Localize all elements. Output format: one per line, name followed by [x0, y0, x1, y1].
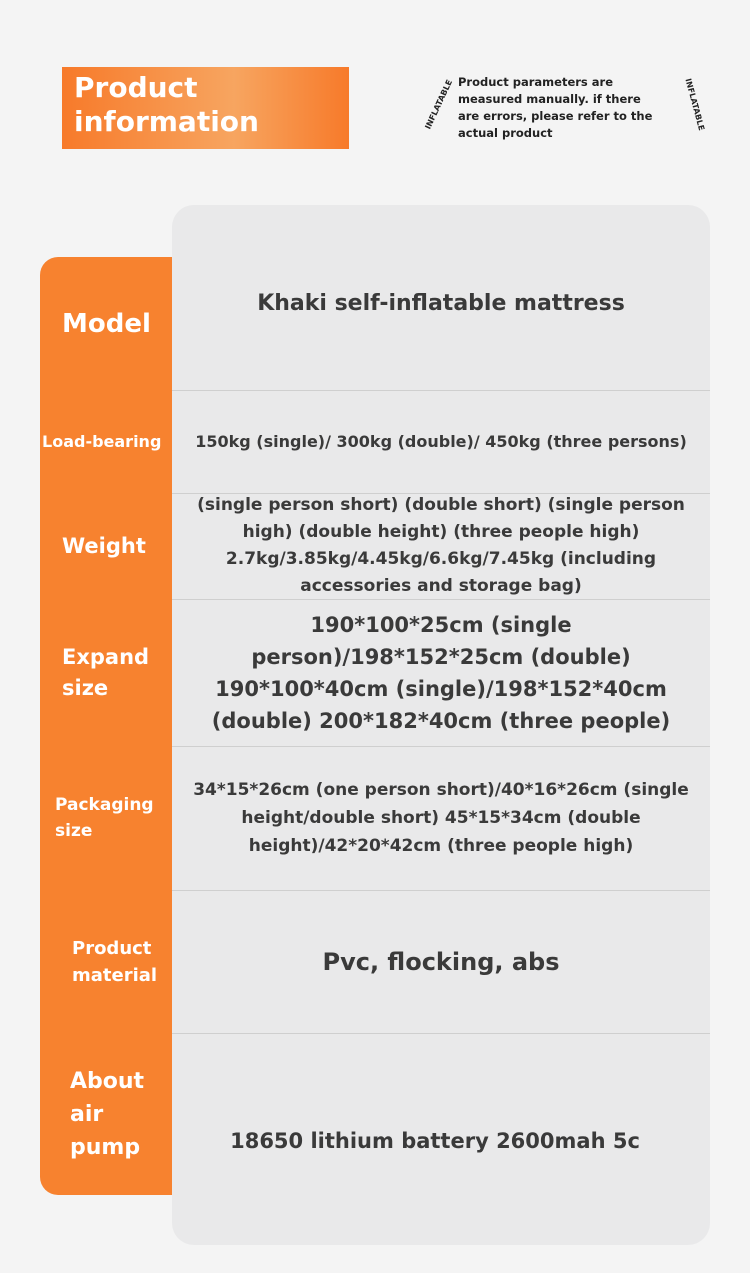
row-value: Pvc, flocking, abs: [322, 947, 560, 976]
row-label: Weight: [62, 534, 146, 558]
row-value: 150kg (single)/ 300kg (double)/ 450kg (three persons): [195, 432, 687, 451]
row-value: 18650 lithium battery 2600mah 5c: [230, 1129, 640, 1153]
spec-row-model: [40, 257, 710, 390]
row-value: (single person short) (double short) (single person high) (double height) (three people high) 2.7kg/3.85kg/4.45kg/6.6kg/7.45kg (including accessories and storage bag): [197, 495, 685, 596]
inflatable-badge-left: INFLATABLE: [423, 78, 455, 131]
spec-row-expand: [40, 599, 710, 746]
row-label: Load-bearing: [42, 432, 162, 451]
spec-row-load: [40, 390, 710, 493]
row-value: 190*100*25cm (single person)/198*152*25cm (double) 190*100*40cm (single)/198*152*40cm (double) 200*182*40cm (three people): [211, 612, 671, 733]
row-label: Expand size: [62, 644, 150, 700]
section-title: Product information: [62, 67, 349, 149]
inflatable-badge-right: INFLATABLE: [683, 77, 707, 132]
disclaimer-note: Product parameters are measured manually. if there are errors, please refer to the actual product: [458, 75, 653, 140]
spec-row-packaging: [40, 746, 710, 890]
spec-row-material: [40, 890, 710, 1033]
row-value: Khaki self-inflatable mattress: [257, 291, 625, 316]
row-label: Product material: [72, 937, 158, 986]
row-label: Packaging size: [55, 795, 154, 841]
row-label: About air pump: [70, 1068, 145, 1160]
row-value: 34*15*26cm (one person short)/40*16*26cm (single height/double short) 45*15*34cm (double height)/42*20*42cm (three people high): [193, 780, 689, 856]
spec-row-air-pump: [40, 1033, 710, 1195]
row-label: Model: [62, 308, 151, 339]
spec-row-weight: [40, 493, 710, 599]
